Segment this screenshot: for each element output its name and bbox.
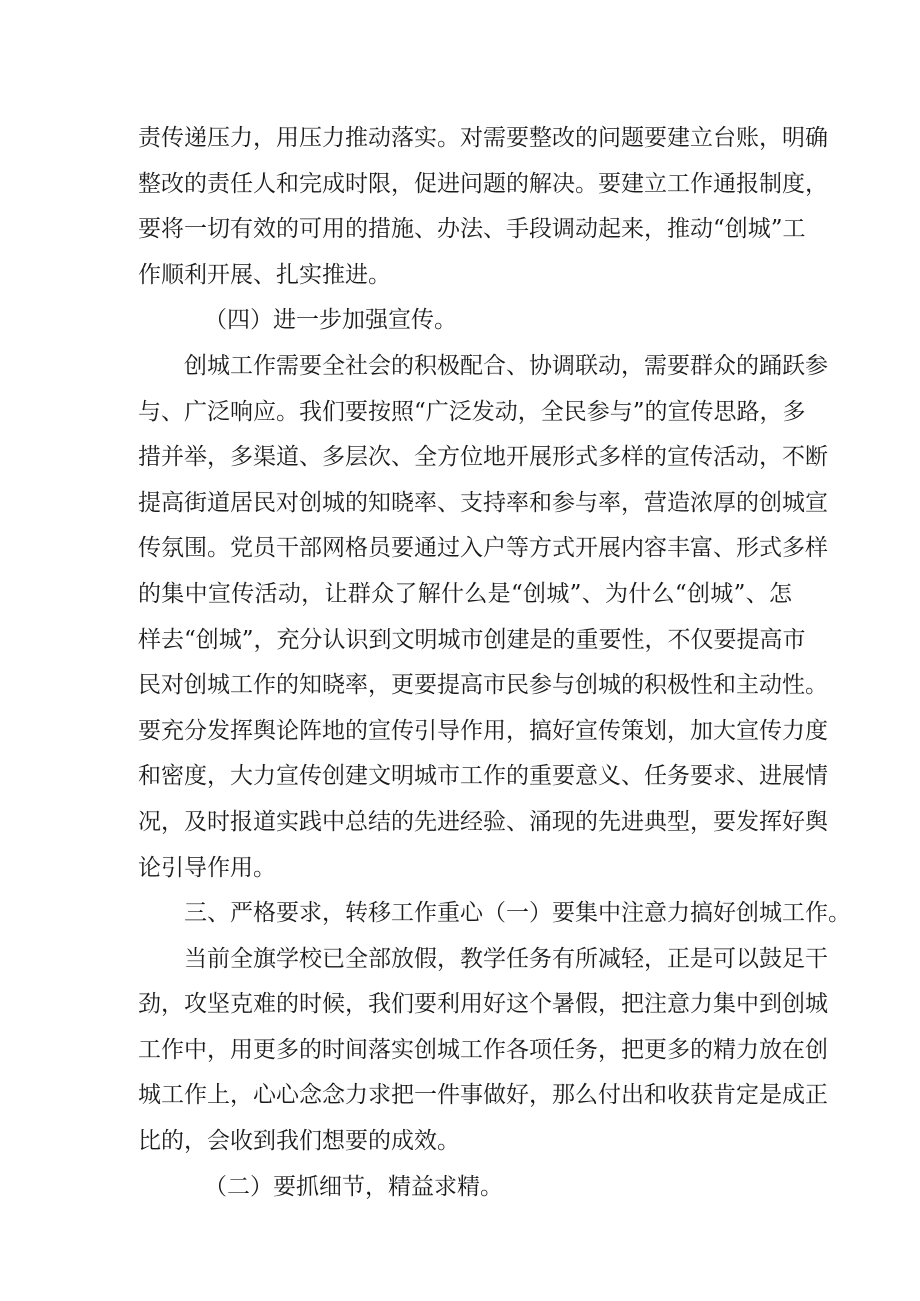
text-line: 论引导作用。 bbox=[138, 854, 276, 881]
text-line: 措并举，多渠道、多层次、全方位地开展形式多样的宣传活动，不断 bbox=[138, 444, 828, 471]
text-line: 况，及时报道实践中总结的先进经验、涌现的先进典型，要发挥好舆 bbox=[138, 808, 828, 835]
text-line: 样去“创城”，充分认识到文明城市创建是的重要性，不仅要提高市 bbox=[138, 626, 806, 653]
text-line: 要将一切有效的可用的措施、办法、手段调动起来，推动“创城”工 bbox=[138, 216, 806, 243]
text-line: 整改的责任人和完成时限，促进问题的解决。要建立工作通报制度， bbox=[138, 170, 828, 197]
text-line: 当前全旗学校已全部放假，教学任务有所减轻，正是可以鼓足干 bbox=[184, 945, 828, 972]
text-line: 和密度，大力宣传创建文明城市工作的重要意义、任务要求、进展情 bbox=[138, 763, 828, 790]
section-heading: （二）要抓细节，精益求精。 bbox=[204, 1173, 503, 1200]
document-body bbox=[138, 116, 851, 1210]
text-line: 工作中，用更多的时间落实创城工作各项任务，把更多的精力放在创 bbox=[138, 1036, 828, 1063]
text-line: 传氛围。党员干部网格员要通过入户等方式开展内容丰富、形式多样 bbox=[138, 535, 828, 562]
text-line: 创城工作需要全社会的积极配合、协调联动，需要群众的踊跃参 bbox=[184, 352, 828, 379]
text-line: 责传递压力，用压力推动落实。对需要整改的问题要建立台账，明确 bbox=[138, 125, 828, 151]
text-line: 与、广泛响应。我们要按照“广泛发动，全民参与”的宣传思路，多 bbox=[138, 398, 806, 425]
text-line: 提高街道居民对创城的知晓率、支持率和参与率，营造浓厚的创城宣 bbox=[138, 489, 828, 516]
text-line: 比的，会收到我们想要的成效。 bbox=[138, 1128, 460, 1155]
text-line: 的集中宣传活动，让群众了解什么是“创城”、为什么“创城”、怎 bbox=[138, 580, 792, 607]
text-line: 民对创城工作的知晓率，更要提高市民参与创城的积极性和主动性。 bbox=[138, 672, 828, 699]
section-heading: （四）进一步加强宣传。 bbox=[204, 307, 457, 334]
text-line: 要充分发挥舆论阵地的宣传引导作用，搞好宣传策划，加大宣传力度 bbox=[138, 717, 828, 744]
text-line: 劲，攻坚克难的时候，我们要利用好这个暑假，把注意力集中到创城 bbox=[138, 991, 828, 1018]
text-line: 城工作上，心心念念力求把一件事做好，那么付出和收获肯定是成正 bbox=[138, 1082, 828, 1109]
section-heading: 三、严格要求，转移工作重心（一）要集中注意力搞好创城工作。 bbox=[184, 900, 851, 927]
text-line: 作顺利开展、扎实推进。 bbox=[138, 261, 391, 288]
